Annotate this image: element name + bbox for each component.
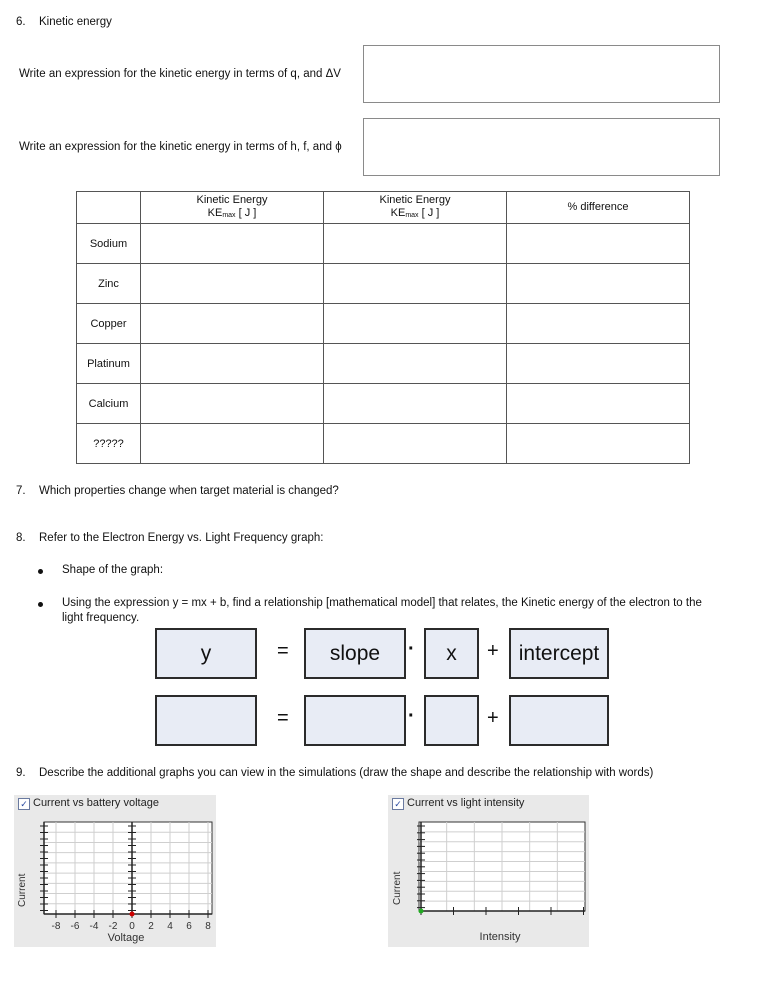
table-cell-input[interactable] — [141, 424, 324, 464]
header-ke-max: $KE_{max}$ [ J ] — [207, 207, 257, 219]
graph2-xlabel: Intensity — [479, 931, 521, 943]
table-cell-input[interactable] — [324, 224, 507, 264]
answer-box-q-deltav[interactable] — [363, 45, 720, 103]
eq-intercept-box: intercept — [509, 628, 609, 679]
graph2-plot — [388, 795, 589, 947]
table-cell-input[interactable] — [324, 264, 507, 304]
table-row-label: Platinum — [77, 344, 141, 384]
table-cell-input[interactable] — [507, 304, 690, 344]
graph-current-vs-voltage — [14, 795, 216, 947]
q8-bullet-shape: Shape of the graph: — [62, 564, 164, 576]
graph2-title: Current vs light intensity — [407, 797, 525, 809]
q6-number: 6. — [16, 16, 26, 28]
table-cell-input[interactable] — [507, 264, 690, 304]
header-label: Kinetic Energy — [196, 194, 268, 206]
graph1-tick-label: 2 — [148, 921, 154, 932]
graph1-tick-label: 8 — [205, 921, 211, 932]
eq-x-box: x — [424, 628, 479, 679]
eq-equals: = — [277, 707, 289, 729]
q7-text: Which properties change when target material is changed? — [39, 485, 339, 497]
graph1-tick-label: 0 — [129, 921, 135, 932]
table-cell-input[interactable] — [507, 344, 690, 384]
graph-current-vs-intensity — [388, 795, 589, 947]
q6-prompt-q-deltav: Write an expression for the kinetic energy in terms of q, and ΔV — [19, 68, 341, 80]
eq-plus: + — [487, 707, 499, 729]
eq-slope-box: slope — [304, 628, 406, 679]
eq-plus: + — [487, 640, 499, 662]
table-row-label: Copper — [77, 304, 141, 344]
answer-box-h-f-phi[interactable] — [363, 118, 720, 176]
q8-number: 8. — [16, 532, 26, 544]
table-row-label: Sodium — [77, 224, 141, 264]
q9-text: Describe the additional graphs you can view in the simulations (draw the shape and describe the relationship with words) — [39, 767, 654, 779]
graph1-xlabel: Voltage — [107, 932, 145, 944]
checkbox-current-vs-voltage[interactable]: ✓ — [18, 798, 30, 810]
table-cell-input[interactable] — [141, 304, 324, 344]
eq-dot: · — [408, 638, 415, 660]
eq-answer-y[interactable] — [155, 695, 257, 746]
graph1-tick-label: -2 — [108, 921, 118, 932]
graph1-tick-label: -4 — [89, 921, 99, 932]
table-cell-input[interactable] — [324, 344, 507, 384]
q8-bullet-expression-line2: light frequency. — [62, 612, 140, 624]
table-row-label: Calcium — [77, 384, 141, 424]
table-cell-input[interactable] — [141, 224, 324, 264]
checkbox-current-vs-intensity[interactable]: ✓ — [392, 798, 404, 810]
table-cell-input[interactable] — [507, 224, 690, 264]
graph1-tick-label: -6 — [70, 921, 80, 932]
bullet-dot — [38, 569, 43, 574]
table-row-label: ????? — [77, 424, 141, 464]
table-header-percent-difference: % difference — [507, 192, 690, 224]
header-label: Kinetic Energy — [379, 194, 451, 206]
table-cell-input[interactable] — [324, 384, 507, 424]
eq-answer-x[interactable] — [424, 695, 479, 746]
graph1-tick-label: -8 — [51, 921, 61, 932]
graph2-marker — [419, 909, 424, 914]
table-cell-input[interactable] — [507, 424, 690, 464]
graph1-title: Current vs battery voltage — [33, 797, 159, 809]
graph1-ylabel: Current — [17, 873, 28, 907]
table-row-label: Zinc — [77, 264, 141, 304]
table-header-blank — [77, 192, 141, 224]
eq-answer-slope[interactable] — [304, 695, 406, 746]
eq-answer-intercept[interactable] — [509, 695, 609, 746]
q9-number: 9. — [16, 767, 26, 779]
table-cell-input[interactable] — [141, 344, 324, 384]
graph1-tick-label: 6 — [186, 921, 192, 932]
table-header-ke-1 — [141, 192, 324, 224]
table-cell-input[interactable] — [141, 384, 324, 424]
graph2-ylabel: Current — [392, 871, 403, 905]
eq-y-box: y — [155, 628, 257, 679]
graph1-plot — [14, 795, 216, 947]
q7-number: 7. — [16, 485, 26, 497]
table-header-ke-2 — [324, 192, 507, 224]
table-cell-input[interactable] — [141, 264, 324, 304]
q6-prompt-h-f-phi: Write an expression for the kinetic energy in terms of h, f, and ϕ — [19, 141, 342, 153]
q8-text: Refer to the Electron Energy vs. Light Frequency graph: — [39, 532, 324, 544]
table-cell-input[interactable] — [324, 424, 507, 464]
graph1-plot-area — [44, 822, 212, 914]
graph1-tick-labels — [52, 921, 212, 932]
q8-bullet-expression-line1: Using the expression y = mx + b, find a relationship [mathematical model] that relates, the Kinetic energy of the electron to the — [62, 597, 702, 609]
eq-dot: · — [408, 705, 415, 727]
graph1-tick-label: 4 — [167, 921, 173, 932]
header-ke-max: $KE_{max}$ [ J ] — [390, 207, 440, 219]
q6-title: Kinetic energy — [39, 16, 112, 28]
table-cell-input[interactable] — [507, 384, 690, 424]
graph1-marker — [130, 912, 135, 917]
eq-equals: = — [277, 640, 289, 662]
table-cell-input[interactable] — [324, 304, 507, 344]
bullet-dot — [38, 602, 43, 607]
kinetic-energy-table — [76, 191, 690, 464]
